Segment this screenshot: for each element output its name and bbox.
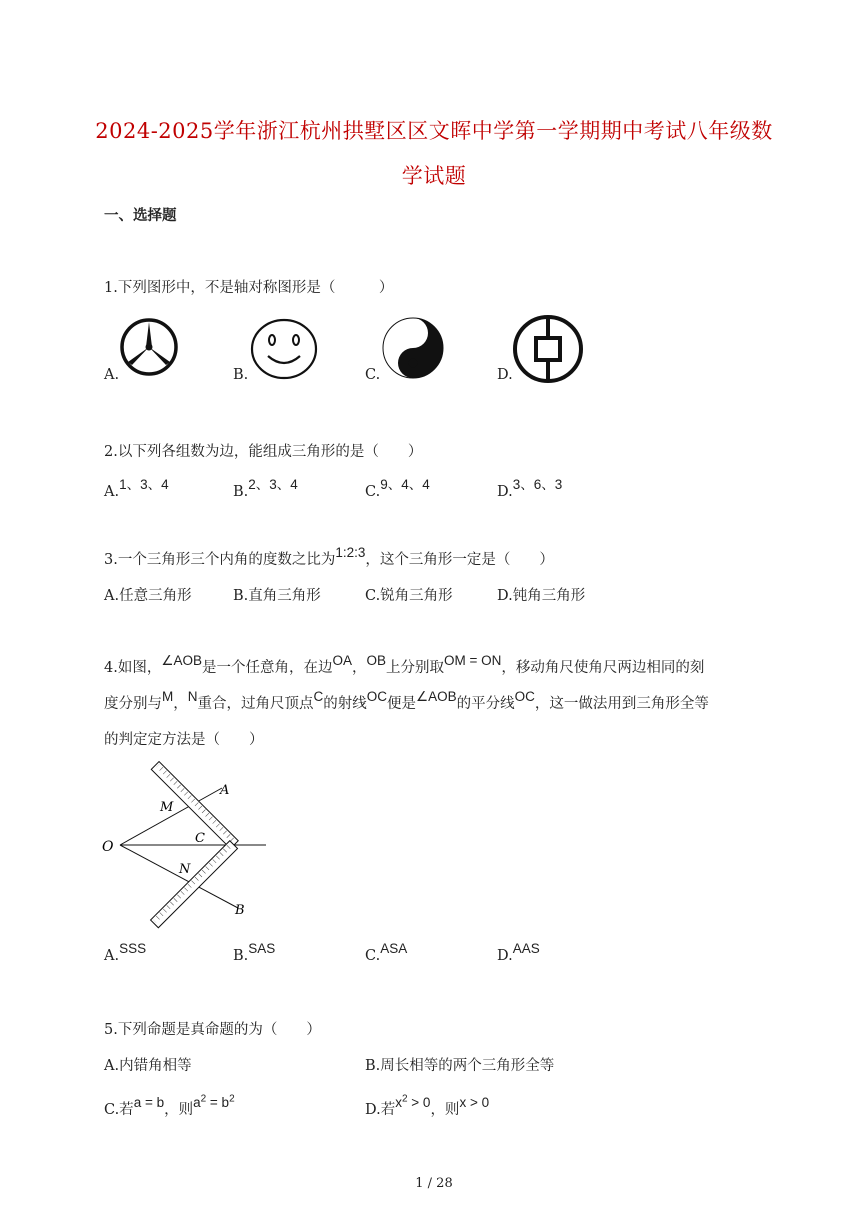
q3-option-c: C.锐角三角形 [365, 588, 453, 604]
q1-option-a: A. [104, 367, 120, 383]
q2-option-c [365, 477, 430, 500]
q1-option-c: C. [365, 367, 381, 383]
q4-angle-aob: ∠AOB [161, 653, 202, 668]
q4-text: 是一个任意角，在边 [201, 660, 333, 676]
q3-stem-text-b: ，这个三角形一定是（ ） [365, 552, 554, 568]
ancient-coin-icon [512, 314, 584, 384]
label-b: B [235, 903, 245, 918]
q4-text: 的射线 [323, 696, 367, 712]
q3-stem [104, 545, 554, 569]
q2-option-c-value: 9、4、4 [380, 477, 430, 492]
q4-text: 上分别取 [386, 660, 444, 676]
q5-d-exp: 2 [401, 1093, 408, 1105]
q5-text: ，则 [164, 1102, 194, 1118]
q4-text: 便是 [387, 696, 416, 712]
q3-stem-text-a: 3.一个三角形三个内角的度数之比为 [104, 552, 336, 568]
q4-om-on: OM = ON [444, 653, 502, 668]
label-c: C [195, 831, 205, 846]
q4-c: C [313, 689, 324, 704]
q5-option-b: B.周长相等的两个三角形全等 [365, 1058, 555, 1074]
title-line-2: 学试题 [401, 164, 467, 188]
q5-c-base: a [193, 1095, 201, 1110]
q4-oa: OA [332, 653, 352, 668]
q4-option-d [497, 941, 540, 964]
smiley-face-icon [250, 318, 318, 380]
q4-option-a [104, 941, 147, 964]
q4-text: 4.如图， [104, 660, 162, 676]
q4-text: ，移动角尺使角尺两边相同的刻 [501, 660, 705, 676]
q2-stem: 2.以下列各组数为边，能组成三角形的是（ ） [104, 444, 423, 460]
q4-option-b-letter: B. [233, 948, 249, 964]
q4-option-d-letter: D. [497, 948, 513, 964]
q5-d-rest: > 0 [407, 1095, 431, 1110]
q4-text: ， [173, 696, 188, 712]
q4-line-1 [104, 653, 705, 677]
section-heading: 一、选择题 [104, 207, 177, 224]
q2-option-b [233, 477, 298, 500]
q5-d-base: x [395, 1095, 402, 1110]
q5-d-result: x > 0 [459, 1095, 490, 1110]
q4-n: N [187, 689, 198, 704]
q3-option-b: B.直角三角形 [233, 588, 321, 604]
q4-oc: OC [514, 689, 535, 704]
q5-text: C.若 [104, 1102, 134, 1118]
q4-text: 度分别与 [104, 696, 162, 712]
label-a: A [220, 783, 230, 798]
q4-option-c [365, 941, 408, 964]
q5-text: ，则 [430, 1102, 460, 1118]
q5-c-eq: = b [206, 1095, 230, 1110]
q4-ob: OB [366, 653, 386, 668]
label-o: O [102, 839, 114, 855]
q4-option-c-letter: C. [365, 948, 381, 964]
q4-option-b [233, 941, 276, 964]
q5-c-result [193, 1095, 235, 1110]
q3-option-a: A.任意三角形 [104, 588, 192, 604]
q2-option-b-value: 2、3、4 [248, 477, 298, 492]
q1-option-b: B. [233, 367, 249, 383]
q4-text: 的平分线 [456, 696, 515, 712]
q2-option-d [497, 477, 563, 500]
q4-oc: OC [366, 689, 387, 704]
q4-option-c-value: ASA [380, 941, 408, 956]
q4-m: M [162, 689, 174, 704]
yin-yang-icon [381, 316, 445, 380]
q4-angle-aob: ∠AOB [416, 689, 457, 704]
q4-line-2 [104, 689, 709, 713]
q5-stem: 5.下列命题是真命题的为（ ） [104, 1022, 321, 1038]
label-m: M [160, 800, 174, 815]
q4-option-d-value: AAS [512, 941, 540, 956]
q5-option-a: A.内错角相等 [104, 1058, 192, 1074]
q4-text: ， [351, 660, 367, 676]
q3-ratio: 1:2:3 [335, 545, 366, 560]
q4-figure [100, 760, 280, 930]
page-number: 1 / 28 [415, 1176, 453, 1191]
q5-c-exp: 2 [229, 1093, 235, 1105]
title-line-1: 2024-2025学年浙江杭州拱墅区区文晖中学第一学期期中考试八年级数 [95, 119, 773, 143]
q1-option-d: D. [497, 367, 513, 383]
q5-c-condition: a = b [133, 1095, 165, 1110]
q1-stem: 1.下列图形中，不是轴对称图形是（ ） [104, 280, 394, 296]
q5-option-d [365, 1093, 490, 1119]
q4-text: ，这一做法用到三角形全等 [534, 696, 709, 712]
q3-option-d: D.钝角三角形 [497, 588, 586, 604]
q4-line-3: 的判定定方法是（ ） [104, 732, 264, 748]
q2-option-a-letter: A. [104, 484, 120, 500]
q4-option-a-value: SSS [119, 941, 147, 956]
ruler-lower-arm [151, 841, 238, 928]
q2-option-d-value: 3、6、3 [512, 477, 563, 492]
q5-option-c [104, 1093, 235, 1119]
label-n: N [179, 862, 191, 877]
q2-option-a [104, 477, 169, 500]
q5-text: D.若 [365, 1102, 396, 1118]
q5-d-condition [395, 1095, 430, 1110]
q4-option-a-letter: A. [104, 948, 120, 964]
q5-c-exp: 2 [200, 1093, 207, 1105]
q2-option-b-letter: B. [233, 484, 249, 500]
q2-option-c-letter: C. [365, 484, 381, 500]
q4-option-b-value: SAS [248, 941, 276, 956]
q4-text: 重合，过角尺顶点 [197, 696, 314, 712]
q2-option-a-value: 1、3、4 [119, 477, 169, 492]
mercedes-logo-icon [118, 316, 180, 378]
q2-option-d-letter: D. [497, 484, 513, 500]
